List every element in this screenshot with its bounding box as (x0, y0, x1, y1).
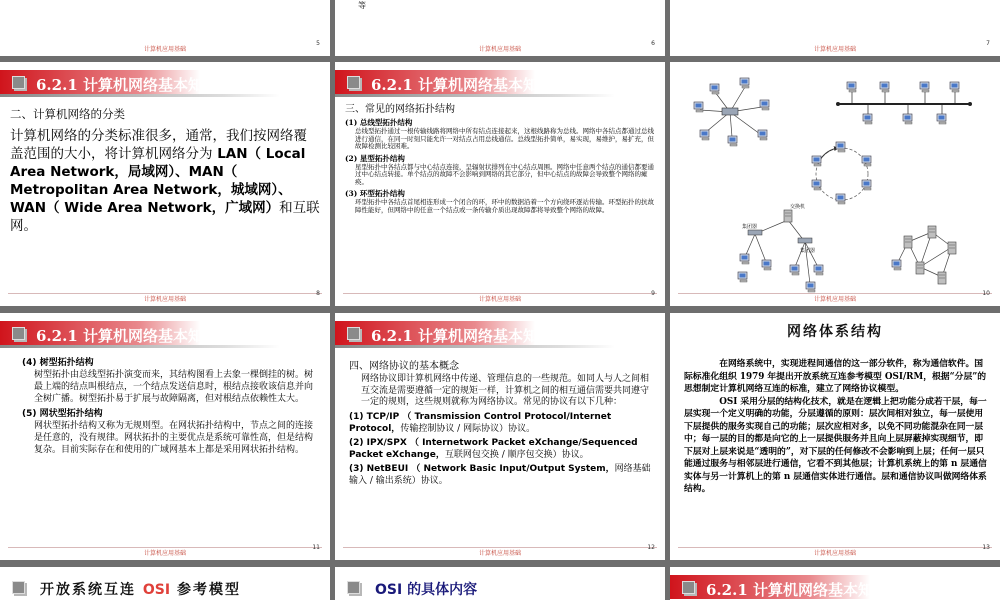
slide-footer: 计算机应用基础 (478, 46, 521, 53)
slide-footer: 计算机应用基础 (143, 550, 186, 557)
topology-heading: (1) 总线型拓扑结构 (345, 118, 413, 127)
slide-title: 网络体系结构 (787, 324, 883, 340)
topology-heading: (5) 网状型拓扑结构 (22, 409, 103, 419)
page-number: 5 (316, 40, 320, 47)
topology-heading: (3) 环型拓扑结构 (345, 189, 405, 198)
page-number: 11 (312, 544, 320, 551)
header-square-icon (12, 327, 25, 340)
slide-15[interactable] (335, 567, 665, 600)
topology-text: 总线型拓扑通过一根传输线路将网络中所有结点连接起来，这根线路称为总线。网络中各结点都通过总线进行通信，在同一时刻只能允许一对结点占用总线通信。总线型拓扑简单，易实现，易维护，易扩充，但故障检测比较困难。 (355, 127, 654, 150)
architecture-text (684, 358, 988, 496)
switch-label: 交换机 (790, 204, 806, 210)
protocol-name: (2) IPX/SPX （ Internetwork Packet eXchange/Sequenced Packet eXchange， (349, 437, 638, 460)
slide-header (0, 68, 330, 98)
title-part: 开放系统互连 (40, 582, 143, 598)
header-square-icon (12, 76, 25, 89)
slide-footer: 计算机应用基础 (478, 296, 521, 303)
page-number: 12 (647, 544, 655, 551)
slide-title (375, 579, 477, 599)
paragraph: OSI 采用分层的结构化技术，就是在逻辑上把功能分成若干层，每一层实现一个定义明确的功能，分层遵循的原则：层次间相对独立，每一层使用下层提供的服务实现自己的功能；层次应相对多，以免不同功能混杂在同一层中；每一层的目的都是向它的上一层提供服务并且向上层屏蔽掉实现细节，即下层对上层来说是“透明的”，对下层的任何修改不会影响到上层；任何一层只能通过服务与相邻层进行通信，它看不到其他层；计算机系统上的第 n 层通信实体与另一计算机上的第 n 层通信实体进行通信。层和通信协议叫做网络体系结构。 (684, 396, 987, 494)
protocol-item (349, 411, 655, 435)
slide-title (40, 579, 241, 599)
slide-14[interactable] (0, 567, 330, 600)
slide-10[interactable] (670, 62, 1000, 306)
paragraph-part: 计算机网络的分类标准很多，通常，我们按网络覆盖范围的大小，将计算机网络分为 (10, 128, 307, 162)
page-number: 7 (986, 40, 990, 47)
slide-footer: 计算机应用基础 (813, 46, 856, 53)
slide-6[interactable] (335, 0, 665, 56)
slide-8[interactable] (0, 62, 330, 306)
slide-footer: 计算机应用基础 (813, 550, 856, 557)
protocol-desc: 传输控制协议 / 网际协议）协议。 (400, 423, 536, 434)
slide-header (335, 319, 665, 349)
slide-5[interactable] (0, 0, 330, 56)
header-square-icon (12, 581, 25, 594)
page-number: 10 (982, 290, 990, 297)
hub-label: 集团器 (800, 248, 816, 254)
slide-9[interactable] (335, 62, 665, 306)
page-number: 13 (982, 544, 990, 551)
topology-text: 网状型拓扑结构又称为无规则型。在网状拓扑结构中，节点之间的连接是任意的，没有规律。网状拓扑的主要优点是系统可靠性高，但是结构复杂。目前实际存在和使用的广域网基本上都是采用网状拓扑结构。 (34, 421, 314, 455)
protocol-name: (3) NetBEUI （ Network Basic Input/Output System， (349, 463, 615, 474)
topology-diagrams (670, 62, 1000, 306)
page-number: 6 (651, 40, 655, 47)
slide-title: 6.2.1 计算机网络基本知识 (36, 76, 218, 94)
slide-12[interactable] (335, 313, 665, 560)
page-number: 8 (316, 290, 320, 297)
section-heading: 四、网络协议的基本概念 (349, 361, 459, 372)
protocol-desc: 互联网包交换 / 顺序包交换）协议。 (444, 449, 589, 460)
hub-label: 集团器 (742, 224, 758, 230)
slide-title: 6.2.1 计算机网络基本知识 (371, 327, 553, 345)
section-heading: 二、计算机网络的分类 (10, 107, 125, 121)
slide-7[interactable] (670, 0, 1000, 56)
classification-paragraph (10, 127, 320, 235)
paragraph-part: 和互联网。 (10, 200, 320, 234)
title-part: 参考模型 (170, 582, 241, 598)
slide-title: 6.2.1 计算机网络基本知识 (706, 581, 888, 599)
slide-footer: 计算机应用基础 (143, 46, 186, 53)
header-square-icon (347, 76, 360, 89)
paragraph-part: LAN（ Local Area Network，局域网）、MAN（ Metropolitan Area Network，城域网）、WAN（ Wide Area Network，广域网） (10, 146, 306, 216)
slide-footer: 计算机应用基础 (143, 296, 186, 303)
header-square-icon (347, 581, 360, 594)
topology-text: 星型拓扑中各结点都与中心结点连接，呈辐射状排列在中心结点周围。网络中任意两个结点的通信都要通过中心结点转接。单个结点的故障不会影响到网络的其它部分，但中心结点的故障会导致整个网络的瘫痪。 (355, 162, 654, 186)
protocol-intro: 网络协议即计算机网络中传递、管理信息的一些规范。如同人与人之间相互交流是需要遵循一定的规矩一样，计算机之间的相互通信需要共同遵守一定的规则，这些规则就称为网络协议。常见的协议有以下几种： (361, 374, 650, 407)
topology-heading: (4) 树型拓扑结构 (22, 358, 94, 368)
slide-title: 6.2.1 计算机网络基本知识 (371, 76, 553, 94)
topology-heading: (2) 星型拓扑结构 (345, 153, 405, 163)
slide-header (335, 68, 665, 98)
header-square-icon (347, 327, 360, 340)
slide-13[interactable] (670, 313, 1000, 560)
protocol-name: (1) TCP/IP （ Transmission Control Protocol/Internet Protocol， (349, 411, 612, 434)
slide-11[interactable] (0, 313, 330, 560)
protocol-item (349, 437, 655, 461)
protocol-item (349, 463, 655, 487)
slide-text-fragment: 等 (358, 1, 366, 10)
mesh-topology-diagram (892, 226, 956, 284)
bus-topology-diagram (836, 82, 972, 124)
title-part: OSI (142, 582, 171, 598)
topology-text: 环型拓扑中各结点首尾相连形成一个闭合的环，环中的数据沿着一个方向绕环逐站传输。环型拓扑的抗故障性能好，但网络中的任意一个结点或一条传输介质出现故障都将导致整个网络的故障。 (355, 198, 654, 214)
page-number: 9 (651, 290, 655, 297)
title-part: 的具体内容 (402, 582, 478, 598)
slide-footer: 计算机应用基础 (478, 550, 521, 557)
topology-text: 树型拓扑由总线型拓扑演变而来，其结构图看上去象一棵倒挂的树。树最上端的结点叫根结点，一个结点发送信息时，根结点接收该信息并向全树广播。树型拓扑易于扩展与故障隔离，但对根结点依赖性太大。 (34, 370, 314, 404)
ring-topology-diagram (812, 142, 871, 204)
slide-footer: 计算机应用基础 (813, 296, 856, 303)
slide-header (0, 319, 330, 349)
protocol-desc: 网络基础输入 / 输出系统）协议。 (349, 463, 651, 486)
slide-header (670, 573, 1000, 600)
paragraph: 在网络系统中，实现进程间通信的这一部分软件，称为通信软件。国际标准化组织 1979 年提出开放系统互连参考模型 OSI/RM，根据“分层”的思想制定计算机网络互连的标准，建立了网络协议模型。 (684, 359, 987, 394)
title-part: OSI (375, 582, 403, 598)
slide-title: 6.2.1 计算机网络基本知识 (36, 327, 218, 345)
header-square-icon (682, 581, 695, 594)
section-heading: 三、常见的网络拓扑结构 (345, 104, 455, 115)
slide-16[interactable] (670, 567, 1000, 600)
tree-topology-diagram (738, 203, 823, 292)
star-topology-diagram (694, 78, 769, 146)
